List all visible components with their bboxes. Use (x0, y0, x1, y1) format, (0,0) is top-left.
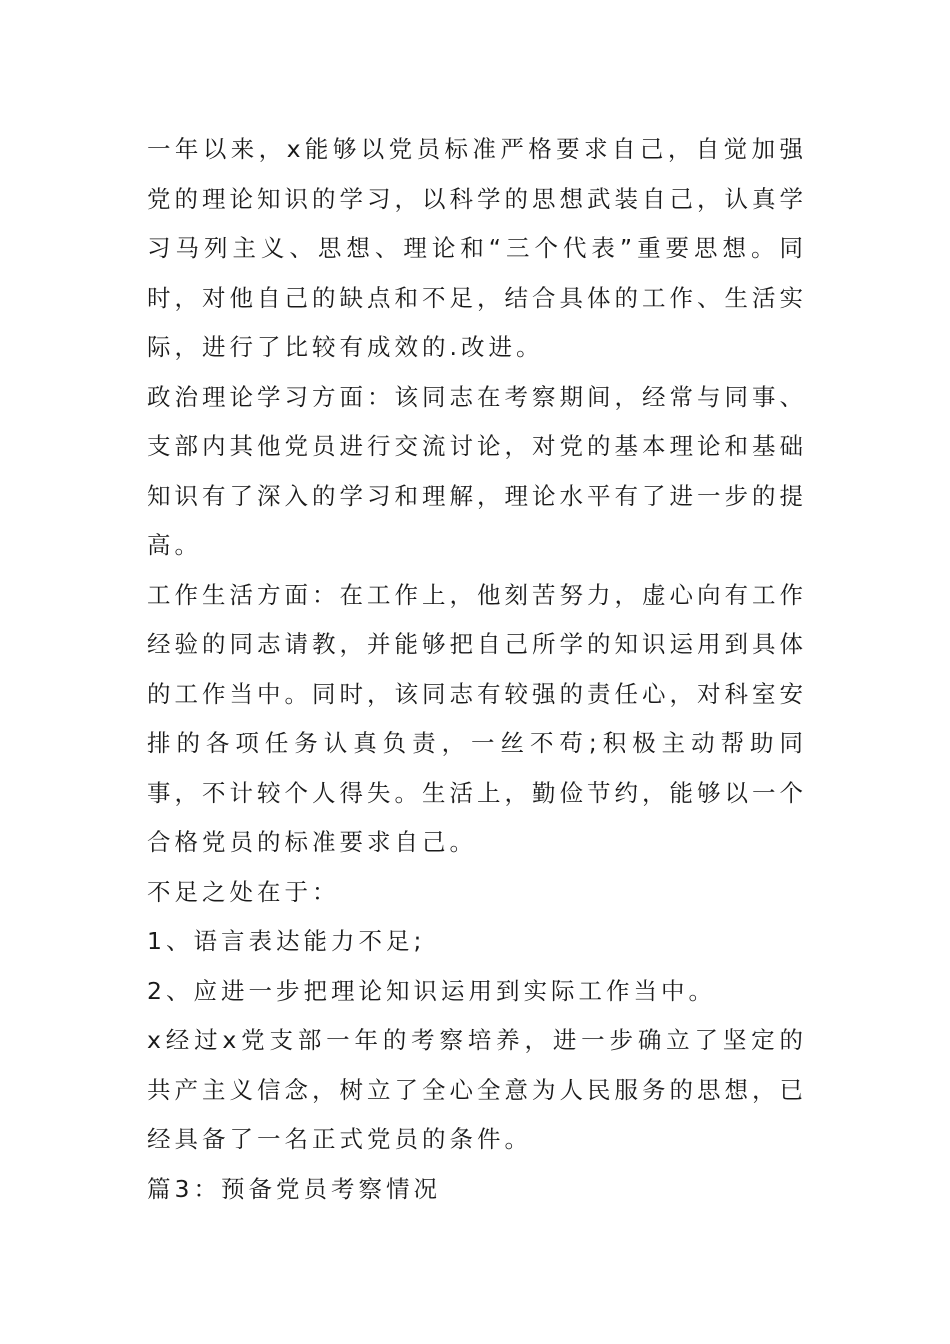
section-heading: 篇3：预备党员考察情况 (147, 1174, 441, 1203)
paragraph-summary: 一年以来，x能够以党员标准严格要求自己，自觉加强党的理论知识的学习，以科学的思想武装自己，认真学习马列主义、思想、理论和“三个代表”重要思想。同时，对他自己的缺点和不足，结合具体的工作、生活实际，进行了比较有成效的.改进。 (147, 135, 807, 361)
list-item-shortcoming-1: 1、语言表达能力不足; (147, 927, 426, 955)
paragraph-conclusion: x经过x党支部一年的考察培养，进一步确立了坚定的共产主义信念，树立了全心全意为人民服务的思想，已经具备了一名正式党员的条件。 (147, 1026, 807, 1153)
list-item-shortcoming-2: 2、应进一步把理论知识运用到实际工作当中。 (147, 976, 716, 1005)
paragraph-work-life: 工作生活方面：在工作上，他刻苦努力，虚心向有工作经验的同志请教，并能够把自己所学的知识运用到具体的工作当中。同时，该同志有较强的责任心，对科室安排的各项任务认真负责，一丝不苟;积极主动帮助同事，不计较个人得失。生活上，勤俭节约，能够以一个合格党员的标准要求自己。 (147, 580, 807, 856)
paragraph-political-study: 政治理论学习方面：该同志在考察期间，经常与同事、支部内其他党员进行交流讨论，对党的基本理论和基础知识有了深入的学习和理解，理论水平有了进一步的提高。 (147, 382, 807, 559)
document-body (147, 125, 807, 1214)
paragraph-shortcomings-heading: 不足之处在于： (147, 877, 340, 906)
